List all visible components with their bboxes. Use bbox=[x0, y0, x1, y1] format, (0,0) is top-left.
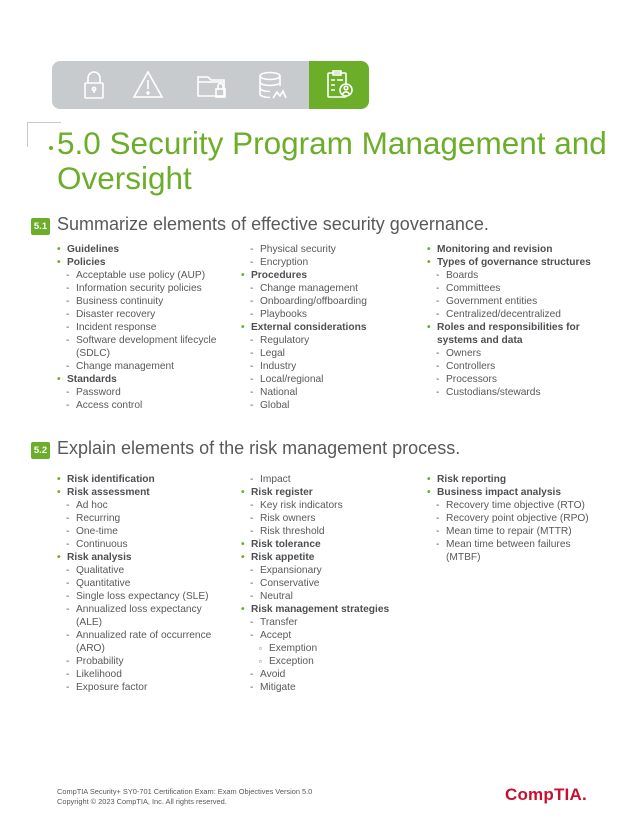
section-number-badge: 5.2 bbox=[31, 442, 50, 459]
section2-col1 bbox=[57, 473, 211, 694]
bullet-item: • Risk reporting bbox=[427, 473, 589, 486]
bullet-item: • Roles and responsibilities for bbox=[427, 321, 591, 334]
section-number-badge: 5.1 bbox=[31, 218, 50, 235]
section1-col2 bbox=[241, 243, 367, 412]
sub-sub-item: ▫ Exemption bbox=[241, 642, 389, 655]
sub-item: - Risk threshold bbox=[241, 525, 389, 538]
comptia-logo: CompTIA. bbox=[505, 785, 587, 804]
sub-item: - National bbox=[241, 386, 367, 399]
sub-item: - Neutral bbox=[241, 590, 389, 603]
bullet-item: • Procedures bbox=[241, 269, 367, 282]
sub-item: - Risk owners bbox=[241, 512, 389, 525]
footer bbox=[57, 787, 312, 806]
sub-item: - Quantitative bbox=[57, 577, 211, 590]
section2-col3 bbox=[427, 473, 589, 564]
bullet-item: • Risk register bbox=[241, 486, 389, 499]
sub-item: - Information security policies bbox=[57, 282, 216, 295]
sub-item: - Legal bbox=[241, 347, 367, 360]
sub-item: - Playbooks bbox=[241, 308, 367, 321]
title-dot bbox=[49, 146, 53, 150]
sub-item: - Government entities bbox=[427, 295, 591, 308]
sub-item: - Qualitative bbox=[57, 564, 211, 577]
sub-item: - Access control bbox=[57, 399, 216, 412]
sub-item: (SDLC) bbox=[76, 348, 110, 359]
sub-item: - Local/regional bbox=[241, 373, 367, 386]
sub-item: - Exposure factor bbox=[57, 681, 211, 694]
sub-item: - Ad hoc bbox=[57, 499, 211, 512]
bullet-item: • Guidelines bbox=[57, 243, 216, 256]
sub-item: - Global bbox=[241, 399, 367, 412]
database-icon bbox=[242, 61, 302, 109]
sub-item: - Accept bbox=[241, 629, 389, 642]
sub-item: - Change management bbox=[241, 282, 367, 295]
bullet-item: • External considerations bbox=[241, 321, 367, 334]
section1-col3 bbox=[427, 243, 591, 399]
sub-item: - Avoid bbox=[241, 668, 389, 681]
footer-copyright: Copyright © 2023 CompTIA, Inc. All rights reserved. bbox=[57, 796, 227, 806]
title-bracket bbox=[27, 122, 61, 147]
sub-item: - Processors bbox=[427, 373, 591, 386]
bullet-item: • Business impact analysis bbox=[427, 486, 589, 499]
bullet-item: • Policies bbox=[57, 256, 216, 269]
sub-sub-item: ▫ Exception bbox=[241, 655, 389, 668]
section2-col2 bbox=[241, 473, 389, 694]
sub-item: - Controllers bbox=[427, 360, 591, 373]
bullet-item: • Risk analysis bbox=[57, 551, 211, 564]
sub-item: - Mean time to repair (MTTR) bbox=[427, 525, 589, 538]
bullet-item: systems and data bbox=[437, 335, 523, 346]
sub-item: - Continuous bbox=[57, 538, 211, 551]
sub-item: - Encryption bbox=[241, 256, 367, 269]
sub-item: - Expansionary bbox=[241, 564, 389, 577]
sub-item: - Regulatory bbox=[241, 334, 367, 347]
sub-item: - Change management bbox=[57, 360, 216, 373]
sub-item: - Physical security bbox=[241, 243, 367, 256]
sub-item: - Impact bbox=[241, 473, 389, 486]
sub-item: - Password bbox=[57, 386, 216, 399]
domain-icon-bar bbox=[52, 61, 369, 109]
sub-item: - Transfer bbox=[241, 616, 389, 629]
section1-col1 bbox=[57, 243, 216, 412]
sub-item: - Recovery point objective (RPO) bbox=[427, 512, 589, 525]
sub-item: (ALE) bbox=[76, 617, 103, 628]
sub-item: - Recurring bbox=[57, 512, 211, 525]
sub-item: - One-time bbox=[57, 525, 211, 538]
bullet-item: • Risk appetite bbox=[241, 551, 389, 564]
clipboard-user-icon bbox=[309, 61, 369, 109]
bullet-item: • Risk tolerance bbox=[241, 538, 389, 551]
page-title: 5.0 Security Program Management and Oversight bbox=[57, 125, 607, 196]
sub-item: - Incident response bbox=[57, 321, 216, 334]
section-title: Summarize elements of effective security governance. bbox=[57, 214, 489, 234]
bullet-item: • Risk identification bbox=[57, 473, 211, 486]
sub-item: - Recovery time objective (RTO) bbox=[427, 499, 589, 512]
sub-item: - Business continuity bbox=[57, 295, 216, 308]
sub-item: (ARO) bbox=[76, 643, 105, 654]
sub-item: - Likelihood bbox=[57, 668, 211, 681]
lock-icon bbox=[64, 61, 124, 109]
sub-item: - Annualized rate of occurrence bbox=[57, 629, 211, 642]
sub-item: - Software development lifecycle bbox=[57, 334, 216, 347]
sub-item: - Acceptable use policy (AUP) bbox=[57, 269, 216, 282]
section-title: Explain elements of the risk management process. bbox=[57, 438, 461, 458]
sub-item: - Mitigate bbox=[241, 681, 389, 694]
bullet-item: • Risk management strategies bbox=[241, 603, 389, 616]
sub-item: - Boards bbox=[427, 269, 591, 282]
footer-line: CompTIA Security+ SY0-701 Certification Exam: Exam Objectives Version 5.0 bbox=[57, 787, 313, 796]
sub-item: - Annualized loss expectancy bbox=[57, 603, 211, 616]
sub-item: - Mean time between failures bbox=[427, 538, 589, 551]
sub-item: - Single loss expectancy (SLE) bbox=[57, 590, 211, 603]
sub-item: - Key risk indicators bbox=[241, 499, 389, 512]
sub-item: - Committees bbox=[427, 282, 591, 295]
sub-item: - Conservative bbox=[241, 577, 389, 590]
sub-item: - Disaster recovery bbox=[57, 308, 216, 321]
folder-lock-icon bbox=[182, 61, 242, 109]
sub-item: - Onboarding/offboarding bbox=[241, 295, 367, 308]
sub-item: - Custodians/stewards bbox=[427, 386, 591, 399]
sub-item: - Owners bbox=[427, 347, 591, 360]
sub-item: (MTBF) bbox=[446, 552, 481, 563]
bullet-item: • Monitoring and revision bbox=[427, 243, 591, 256]
bullet-item: • Types of governance structures bbox=[427, 256, 591, 269]
sub-item: - Centralized/decentralized bbox=[427, 308, 591, 321]
warning-icon bbox=[118, 61, 178, 109]
bullet-item: • Standards bbox=[57, 373, 216, 386]
sub-item: - Probability bbox=[57, 655, 211, 668]
bullet-item: • Risk assessment bbox=[57, 486, 211, 499]
sub-item: - Industry bbox=[241, 360, 367, 373]
